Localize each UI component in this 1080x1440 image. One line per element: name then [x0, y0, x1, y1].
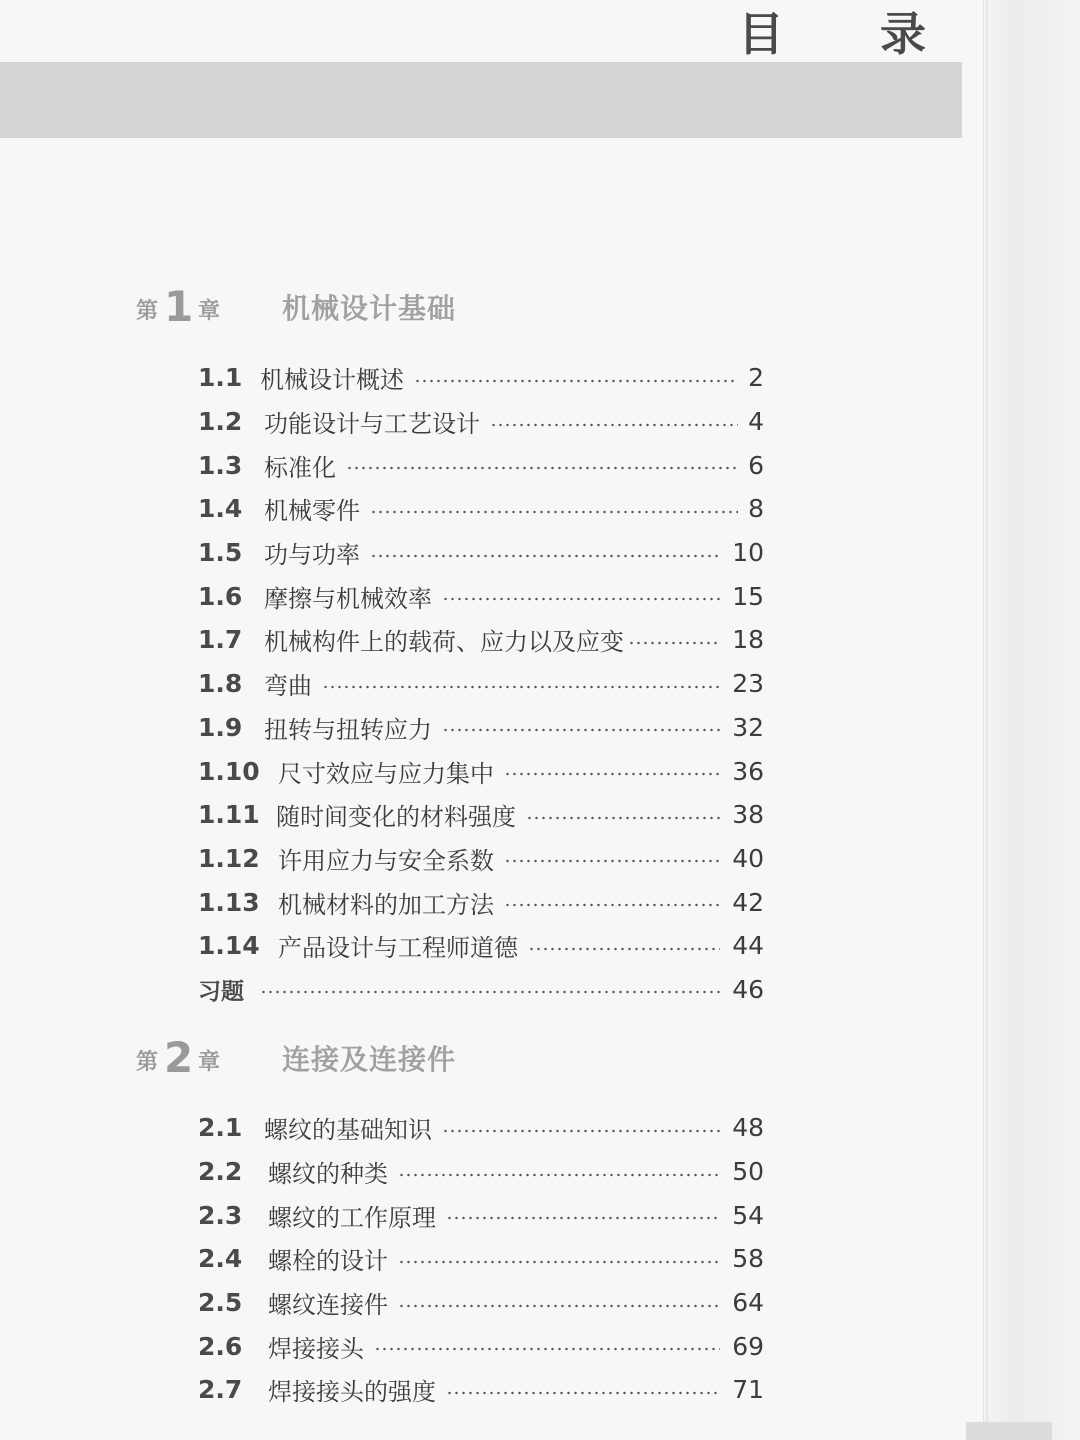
toc-entry[interactable] [198, 1106, 764, 1150]
page-number: 6 [748, 450, 764, 480]
toc-entry[interactable] [198, 1281, 764, 1325]
section-title: 机械材料的加工方法 [278, 890, 494, 919]
section-number: 2.4 [198, 1244, 243, 1274]
page-number: 42 [732, 887, 764, 917]
leader-dots [346, 466, 738, 470]
chapter-suffix: 章 [198, 299, 221, 324]
section-title: 焊接接头的强度 [268, 1378, 436, 1407]
section-title: 螺纹的工作原理 [268, 1203, 436, 1232]
leader-dots [442, 1129, 720, 1133]
page-number: 54 [732, 1200, 764, 1230]
page-number: 32 [732, 712, 764, 742]
chapter-number: 2 [164, 1033, 194, 1082]
toc-entry[interactable] [198, 793, 764, 837]
leader-dots [370, 554, 720, 558]
section-number: 1.5 [198, 538, 243, 568]
section-number: 1.14 [198, 931, 260, 961]
section-title: 随时间变化的材料强度 [276, 803, 516, 832]
page-number: 4 [748, 407, 764, 437]
section-number: 1.11 [198, 800, 260, 830]
leader-dots [260, 990, 720, 994]
leader-dots [526, 816, 720, 820]
leader-dots [374, 1347, 720, 1351]
toc-entry[interactable] [198, 356, 764, 400]
section-title: 尺寸效应与应力集中 [278, 759, 494, 788]
section-title: 焊接接头 [268, 1334, 364, 1363]
toc-entry[interactable] [198, 1193, 764, 1237]
page-number: 2 [748, 363, 764, 393]
page-number: 15 [732, 581, 764, 611]
leader-dots [370, 510, 738, 514]
section-title: 摩擦与机械效率 [264, 584, 432, 613]
page-number: 38 [732, 800, 764, 830]
section-number: 1.1 [198, 363, 243, 393]
toc-entry[interactable] [198, 1150, 764, 1194]
section-number: 2.3 [198, 1200, 243, 1230]
chapter-prefix: 第 [136, 299, 159, 324]
section-title: 标准化 [264, 453, 336, 482]
section-title: 螺栓的设计 [268, 1247, 388, 1276]
section-number: 1.12 [198, 843, 260, 873]
chapter-prefix: 第 [136, 1050, 159, 1075]
chapter-heading-2 [136, 1034, 776, 1084]
leader-dots [446, 1216, 720, 1220]
page-edge-line [986, 0, 988, 1440]
section-number: 1.10 [198, 756, 260, 786]
page-number: 23 [732, 669, 764, 699]
toc-entry[interactable] [198, 1237, 764, 1281]
toc-entry[interactable] [198, 443, 764, 487]
section-number: 2.6 [198, 1331, 243, 1361]
section-title: 功能设计与工艺设计 [264, 410, 480, 439]
page-number: 71 [732, 1375, 764, 1405]
toc-chapter-2 [198, 1106, 764, 1412]
leader-dots [442, 597, 720, 601]
page-number: 18 [732, 625, 764, 655]
page-number: 58 [732, 1244, 764, 1274]
section-number: 1.6 [198, 581, 243, 611]
toc-entry[interactable] [198, 531, 764, 575]
section-number: 习题 [198, 978, 244, 1005]
section-title: 扭转与扭转应力 [264, 715, 432, 744]
page-number: 48 [732, 1113, 764, 1143]
leader-dots [504, 859, 720, 863]
section-number: 1.9 [198, 712, 243, 742]
section-title: 螺纹的种类 [268, 1160, 388, 1189]
toc-entry[interactable] [198, 400, 764, 444]
page-number: 40 [732, 843, 764, 873]
toc-entry[interactable] [198, 837, 764, 881]
leader-dots [322, 685, 720, 689]
leader-dots [398, 1260, 720, 1264]
section-title: 许用应力与安全系数 [278, 846, 494, 875]
toc-entry[interactable] [198, 706, 764, 750]
section-number: 2.7 [198, 1375, 243, 1405]
leader-dots [490, 423, 738, 427]
page-title: 目 录 [738, 7, 967, 61]
toc-entry[interactable] [198, 924, 764, 968]
toc-entry[interactable] [198, 880, 764, 924]
toc-entry[interactable] [198, 662, 764, 706]
toc-entry[interactable] [198, 1368, 764, 1412]
section-title: 产品设计与工程师道德 [278, 934, 518, 963]
section-number: 2.5 [198, 1288, 243, 1318]
page-number: 44 [732, 931, 764, 961]
section-number: 1.4 [198, 494, 243, 524]
toc-chapter-1 [198, 356, 764, 1011]
toc-entry[interactable] [198, 749, 764, 793]
section-number: 1.8 [198, 669, 243, 699]
section-number: 1.2 [198, 407, 243, 437]
section-title: 机械零件 [264, 497, 360, 526]
section-title: 功与功率 [264, 541, 360, 570]
page-number: 46 [732, 974, 764, 1004]
leader-dots [398, 1304, 720, 1308]
section-title: 螺纹连接件 [268, 1291, 388, 1320]
chapter-number: 1 [164, 282, 194, 331]
leader-dots [528, 947, 720, 951]
leader-dots [504, 772, 720, 776]
section-title: 机械构件上的载荷、应力以及应变 [264, 628, 624, 657]
section-title: 机械设计概述 [260, 366, 404, 395]
section-number: 2.2 [198, 1157, 243, 1187]
page-number: 36 [732, 756, 764, 786]
section-number: 2.1 [198, 1113, 243, 1143]
toc-entry[interactable] [198, 574, 764, 618]
section-number: 1.13 [198, 887, 260, 917]
chapter-suffix: 章 [198, 1050, 221, 1075]
toc-entry-exercises[interactable] [198, 968, 764, 1012]
leader-dots [442, 728, 720, 732]
page-number: 8 [748, 494, 764, 524]
leader-dots [628, 641, 720, 645]
page-number: 64 [732, 1288, 764, 1318]
leader-dots [414, 379, 738, 383]
section-number: 1.7 [198, 625, 243, 655]
chapter-title: 连接及连接件 [282, 1043, 457, 1076]
toc-entry[interactable] [198, 487, 764, 531]
section-title: 弯曲 [264, 672, 312, 701]
toc-entry[interactable] [198, 618, 764, 662]
page-edge [983, 0, 1080, 1440]
leader-dots [446, 1391, 720, 1395]
chapter-title: 机械设计基础 [282, 292, 457, 325]
section-title: 螺纹的基础知识 [264, 1116, 432, 1145]
leader-dots [398, 1173, 720, 1177]
chapter-heading-1 [136, 283, 776, 333]
header-band [0, 62, 962, 138]
page-number: 50 [732, 1157, 764, 1187]
toc-entry[interactable] [198, 1324, 764, 1368]
corner-tab [966, 1422, 1052, 1440]
page-number: 69 [732, 1331, 764, 1361]
leader-dots [504, 903, 720, 907]
page-number: 10 [732, 538, 764, 568]
section-number: 1.3 [198, 450, 243, 480]
